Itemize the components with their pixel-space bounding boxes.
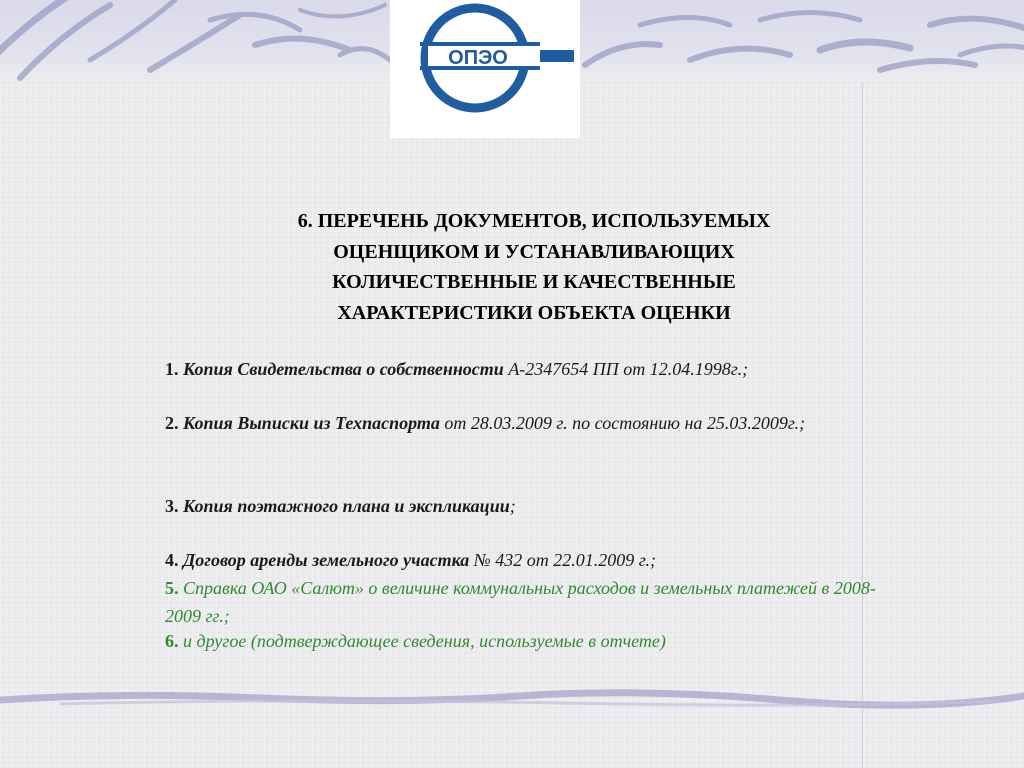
logo [390, 0, 580, 138]
document-list-item [165, 574, 905, 630]
item-details: и другое (подтверждающее сведения, используемые в отчете) [183, 631, 666, 651]
item-details: № 432 от 22.01.2009 г.; [469, 550, 657, 570]
item-number: 6. [165, 631, 179, 651]
logo-emblem [390, 0, 580, 138]
item-title: Копия поэтажного плана и экспликации [183, 496, 510, 516]
decorative-bottom-stroke [0, 684, 1024, 714]
item-details: А-2347654 ПП от 12.04.1998г.; [503, 359, 749, 379]
slide-heading [200, 206, 868, 328]
item-details: ; [509, 496, 516, 516]
heading-line: 6. ПЕРЕЧЕНЬ ДОКУМЕНТОВ, ИСПОЛЬЗУЕМЫХ [297, 210, 771, 232]
item-number: 1. [165, 359, 179, 379]
document-list-item [165, 546, 905, 574]
document-list-item [165, 492, 905, 520]
item-number: 5. [165, 578, 179, 598]
heading-line: ОЦЕНЩИКОМ И УСТАНАВЛИВАЮЩИХ [333, 240, 735, 263]
document-list-item [165, 627, 905, 655]
heading-line: КОЛИЧЕСТВЕННЫЕ И КАЧЕСТВЕННЫЕ [332, 271, 736, 293]
document-list-item [165, 355, 905, 383]
heading-line: ХАРАКТЕРИСТИКИ ОБЪЕКТА ОЦЕНКИ [337, 301, 731, 324]
item-number: 3. [165, 496, 179, 516]
item-title: Договор аренды земельного участка [183, 550, 470, 570]
item-details: Справка ОАО «Салют» о величине коммунальных расходов и земельных платежей в 2008-2009 гг.; [165, 578, 876, 626]
item-number: 4. [165, 550, 179, 570]
item-title: Копия Свидетельства о собственности [183, 359, 504, 379]
logo-text: ОПЭО [448, 47, 508, 69]
document-list-item [165, 409, 865, 437]
item-details: от 28.03.2009 г. по состоянию на 25.03.2009г.; [439, 413, 806, 433]
item-title: Копия Выписки из Техпаспорта [183, 413, 440, 433]
item-number: 2. [165, 413, 179, 433]
